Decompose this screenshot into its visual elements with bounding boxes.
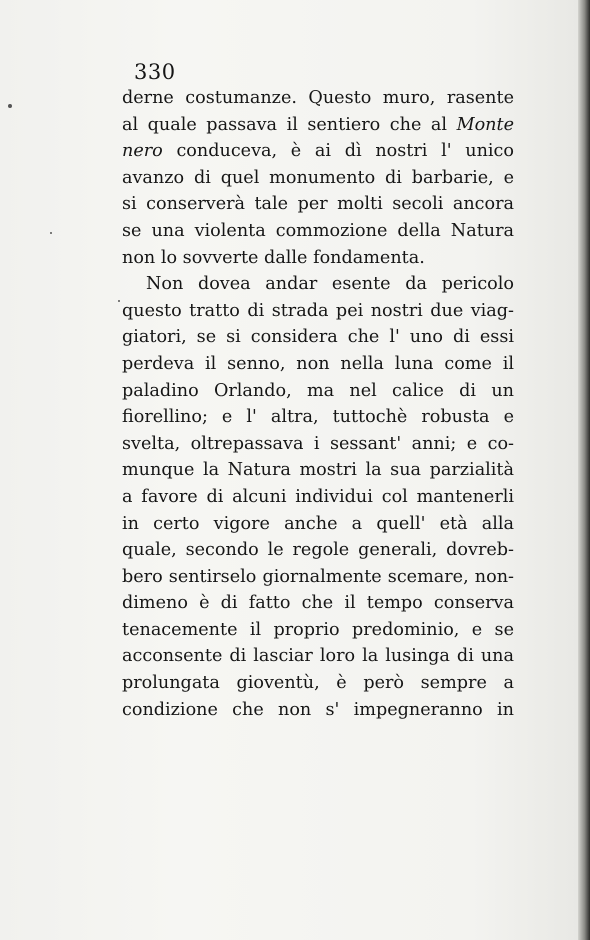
text-segment: questo tratto di strada pei nostri due viag- <box>122 300 514 321</box>
text-segment: si conserverà tale per molti secoli ancora <box>122 194 514 215</box>
text-line <box>122 138 514 165</box>
page-edge-shadow <box>578 0 590 940</box>
italic-text-segment: nero <box>122 141 163 162</box>
text-line <box>122 191 514 218</box>
text-segment: paladino Orlando, ma nel calice di un <box>122 380 514 401</box>
ink-speck <box>118 300 120 302</box>
ink-speck <box>8 104 12 108</box>
text-segment: Non dovea andar esente da pericolo <box>146 274 514 295</box>
text-line <box>122 537 514 564</box>
text-line <box>122 484 514 511</box>
text-segment: a favore di alcuni individui col mantenerli <box>122 486 514 507</box>
text-segment: al quale passava il sentiero che al <box>122 114 457 135</box>
page-number: 330 <box>134 60 176 84</box>
text-segment: derne costumanze. Questo muro, rasente <box>122 88 514 108</box>
text-line <box>122 378 514 405</box>
text-line <box>122 165 514 192</box>
text-line <box>122 457 514 484</box>
text-line <box>122 670 514 697</box>
ink-speck <box>50 232 52 234</box>
text-line <box>122 245 514 272</box>
text-line <box>122 298 514 325</box>
italic-text-segment: Monte <box>456 114 514 135</box>
text-segment: quale, secondo le regole generali, dovreb- <box>122 540 514 561</box>
text-line <box>122 351 514 378</box>
text-line <box>122 643 514 670</box>
text-line <box>122 271 514 298</box>
text-segment: munque la Natura mostri la sua parzialità <box>122 460 514 481</box>
text-line <box>122 404 514 431</box>
text-segment: in certo vigore anche a quell' età alla <box>122 513 514 534</box>
text-segment: avanzo di quel monumento di barbarie, e <box>122 167 514 188</box>
text-segment: dimeno è di fatto che il tempo conserva <box>122 593 514 614</box>
text-line <box>122 218 514 245</box>
text-line <box>122 324 514 351</box>
text-segment: condizione che non s' impegneranno in <box>122 699 514 720</box>
text-segment: giatori, se si considera che l' uno di essi <box>122 327 514 348</box>
text-segment: tenacemente il proprio predominio, e se <box>122 619 514 640</box>
text-segment: acconsente di lasciar loro la lusinga di una <box>122 646 514 667</box>
text-segment: prolungata gioventù, è però sempre a <box>122 673 514 694</box>
text-segment: conduceva, è ai dì nostri l' unico <box>162 141 514 162</box>
text-line <box>122 85 514 112</box>
text-segment: se una violenta commozione della Natura <box>122 220 514 241</box>
text-line <box>122 511 514 538</box>
text-line <box>122 697 514 724</box>
text-segment: svelta, oltrepassava i sessant' anni; e co- <box>122 433 514 454</box>
text-line <box>122 617 514 644</box>
text-line <box>122 112 514 139</box>
body-text <box>122 85 514 723</box>
text-segment: bero sentirselo giornalmente scemare, non- <box>122 566 514 587</box>
text-line <box>122 564 514 591</box>
text-segment: perdeva il senno, non nella luna come il <box>122 353 514 374</box>
text-line <box>122 590 514 617</box>
text-segment: fiorellino; e l' altra, tuttochè robusta e <box>122 407 514 428</box>
text-segment: non lo sovverte dalle fondamenta. <box>122 247 425 268</box>
text-line <box>122 431 514 458</box>
